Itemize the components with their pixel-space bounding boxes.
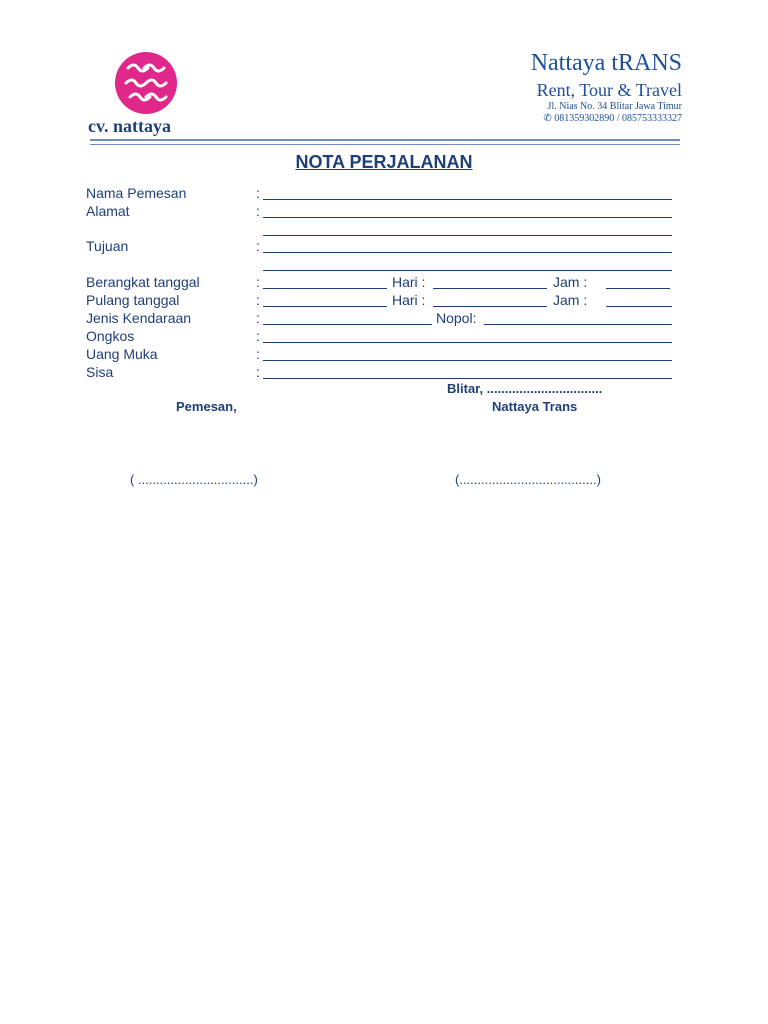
colon: : xyxy=(256,364,260,380)
label-sisa: Sisa xyxy=(86,364,114,380)
field-berangkat-tanggal[interactable] xyxy=(263,288,387,289)
label-pulang-jam: Jam : xyxy=(553,292,588,308)
logo-text: cv. nattaya xyxy=(88,116,171,136)
field-jenis-kendaraan[interactable] xyxy=(263,324,432,325)
signature-right-title: Nattaya Trans xyxy=(492,399,578,414)
label-ongkos: Ongkos xyxy=(86,328,135,344)
document-title-text: NOTA PERJALANAN xyxy=(295,152,473,172)
field-alamat-line1[interactable] xyxy=(263,217,672,218)
signature-left-blank[interactable]: ( ................................) xyxy=(130,472,258,487)
label-berangkat-hari: Hari : xyxy=(392,274,426,290)
label-pulang-hari: Hari : xyxy=(392,292,426,308)
label-jenis-kendaraan: Jenis Kendaraan xyxy=(86,310,192,326)
label-berangkat-jam: Jam : xyxy=(553,274,588,290)
label-nopol: Nopol: xyxy=(436,310,477,326)
colon: : xyxy=(256,328,260,344)
field-tujuan-line2[interactable] xyxy=(263,270,672,271)
colon: : xyxy=(256,346,260,362)
field-berangkat-hari[interactable] xyxy=(433,288,547,289)
signature-left-title: Pemesan, xyxy=(176,399,237,414)
company-phone: ✆ 081359302890 / 085753333327 xyxy=(543,113,682,124)
company-address: Jl. Nias No. 34 Blitar Jawa Timur xyxy=(547,101,682,112)
field-pulang-tanggal[interactable] xyxy=(263,306,387,307)
colon: : xyxy=(256,238,260,254)
company-logo xyxy=(84,50,220,136)
colon: : xyxy=(256,203,260,219)
header-divider-thin xyxy=(90,144,680,145)
field-uang-muka[interactable] xyxy=(263,360,672,361)
field-tujuan-line1[interactable] xyxy=(263,252,672,253)
field-alamat-line2[interactable] xyxy=(263,235,672,236)
company-tagline: Rent, Tour & Travel xyxy=(536,80,682,100)
colon: : xyxy=(256,310,260,326)
label-tujuan: Tujuan xyxy=(86,238,129,254)
logo-emblem xyxy=(84,50,220,136)
field-berangkat-jam[interactable] xyxy=(606,288,670,289)
field-nama-pemesan[interactable] xyxy=(263,199,672,200)
document-title xyxy=(0,152,768,173)
field-pulang-jam[interactable] xyxy=(606,306,672,307)
field-pulang-hari[interactable] xyxy=(433,306,547,307)
label-nama-pemesan: Nama Pemesan xyxy=(86,185,187,201)
signature-right-blank[interactable]: (......................................) xyxy=(455,472,601,487)
field-sisa[interactable] xyxy=(263,378,672,379)
label-uang-muka: Uang Muka xyxy=(86,346,158,362)
field-nopol[interactable] xyxy=(484,324,672,325)
company-info xyxy=(531,50,682,125)
colon: : xyxy=(256,185,260,201)
colon: : xyxy=(256,292,260,308)
label-alamat: Alamat xyxy=(86,203,130,219)
label-berangkat-tanggal: Berangkat tanggal xyxy=(86,274,200,290)
place-date: Blitar, ................................ xyxy=(447,381,603,396)
company-name: Nattaya tRANS xyxy=(530,50,682,76)
field-ongkos[interactable] xyxy=(263,342,672,343)
label-pulang-tanggal: Pulang tanggal xyxy=(86,292,180,308)
header-divider-thick xyxy=(90,139,680,141)
colon: : xyxy=(256,274,260,290)
